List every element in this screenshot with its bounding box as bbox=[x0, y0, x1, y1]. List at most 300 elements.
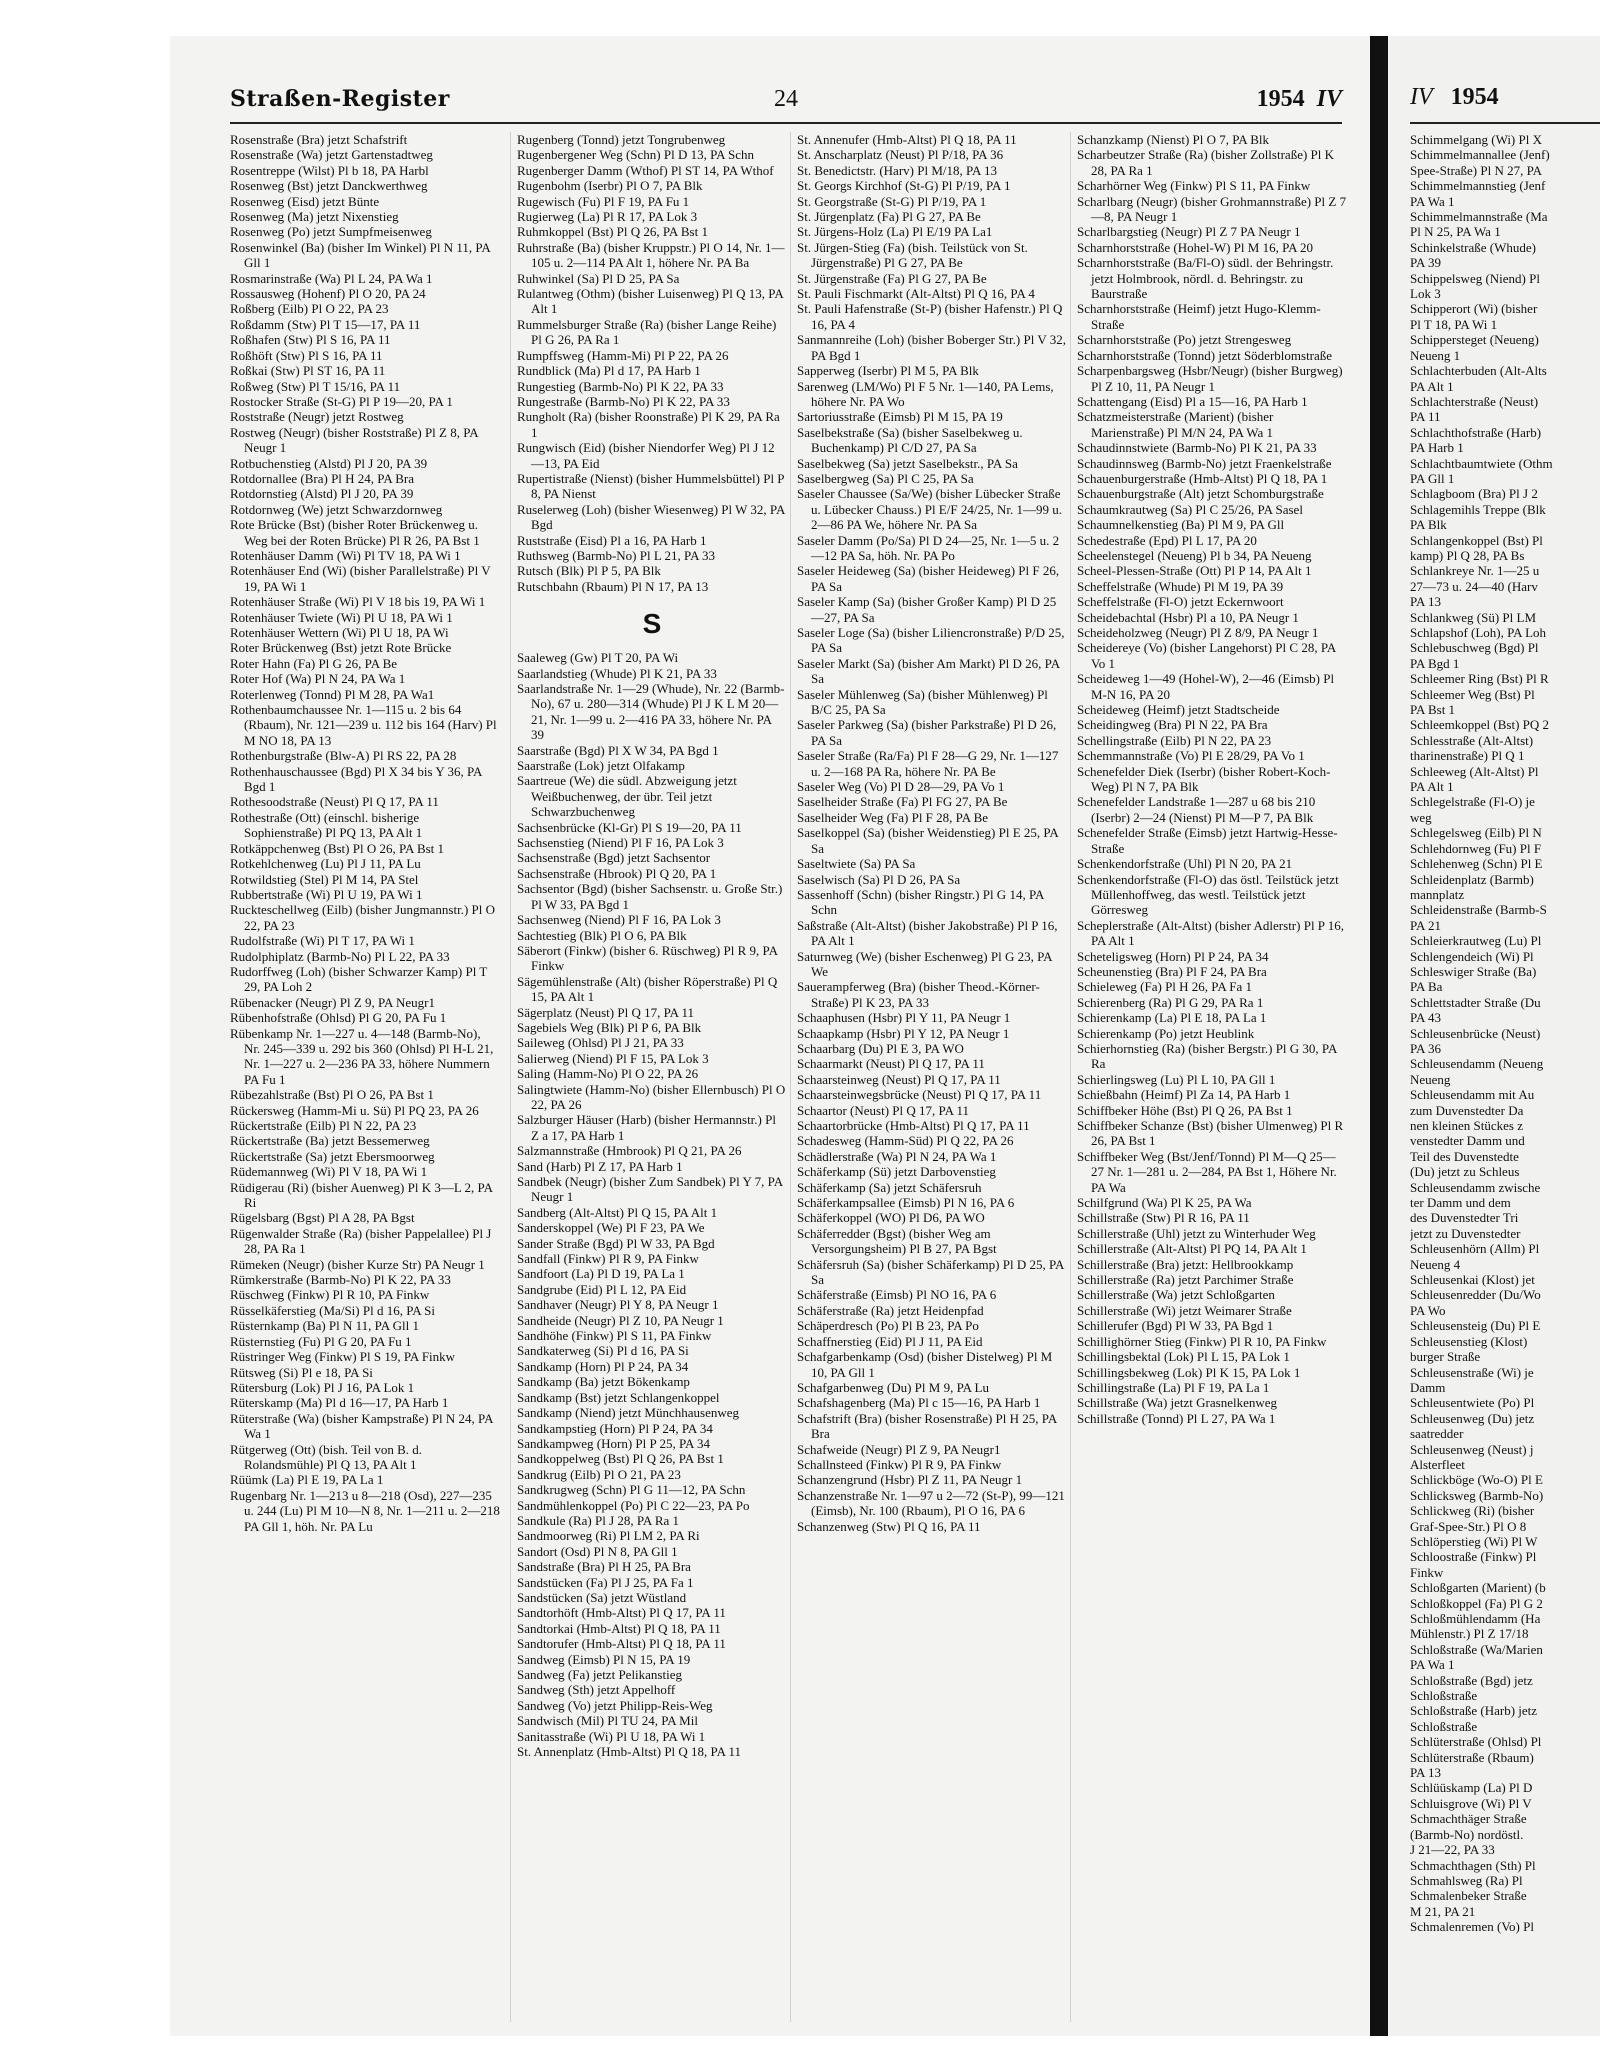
register-entry: Scharnhorststraße (Heimf) jetzt Hugo-Klemm-Straße bbox=[1077, 301, 1321, 332]
register-entry: Schenefelder Landstraße 1—287 u 68 bis 210 (Iserbr) 2—24 (Nienst) Pl M—P 7, PA Blk bbox=[1077, 794, 1316, 825]
register-entry: Ruthsweg (Barmb-No) Pl L 21, PA 33 bbox=[517, 547, 716, 563]
register-entry: Schlicksweg (Barmb-No) bbox=[1410, 1487, 1544, 1503]
register-entry: Rotbuchenstieg (Alstd) Pl J 20, PA 39 bbox=[230, 455, 428, 471]
register-entry: Sandweg (Vo) jetzt Philipp-Reis-Weg bbox=[517, 1697, 713, 1713]
register-entry: Schippersteget (Neueng) bbox=[1410, 332, 1539, 348]
register-entry: Scharnhorststraße (Hohel-W) Pl M 16, PA 20 bbox=[1077, 239, 1314, 255]
register-entry: Sagebiels Weg (Blk) Pl P 6, PA Blk bbox=[517, 1019, 702, 1035]
register-entry: Sachsenweg (Niend) Pl F 16, PA Lok 3 bbox=[517, 912, 721, 928]
register-entry: Scheunenstieg (Bra) Pl F 24, PA Bra bbox=[1077, 963, 1267, 979]
register-entry: Schlegelstraße (Fl-O) je bbox=[1410, 794, 1535, 810]
register-entry: Schierenberg (Ra) Pl G 29, PA Ra 1 bbox=[1077, 994, 1264, 1010]
register-entry: Schleemer Weg (Bst) Pl bbox=[1410, 686, 1535, 702]
register-entry: Schatzmeisterstraße (Marient) (bisher Marienstraße) Pl M/N 24, PA Wa 1 bbox=[1077, 409, 1274, 440]
register-entry: Rudorffweg (Loh) (bisher Schwarzer Kamp) Pl T 29, PA Loh 2 bbox=[230, 963, 488, 995]
register-entry: Ruselerweg (Loh) (bisher Wiesenweg) Pl W 32, PA Bgd bbox=[517, 501, 785, 533]
register-entry: Rübenhofstraße (Ohlsd) Pl G 20, PA Fu 1 bbox=[230, 1010, 447, 1026]
register-entry: Schafstrift (Bra) (bisher Rosenstraße) Pl H 25, PA Bra bbox=[797, 1410, 1057, 1442]
register-entry: Schallnsteed (Finkw) Pl R 9, PA Finkw bbox=[797, 1456, 1002, 1472]
register-entry: Schäferkoppel (WO) Pl D6, PA WO bbox=[797, 1210, 985, 1226]
register-entry: Scharlbarg (Neugr) (bisher Grohmannstraße) Pl Z 7—8, PA Neugr 1 bbox=[1077, 193, 1347, 225]
register-entry: zum Duvenstedter Da bbox=[1410, 1102, 1524, 1118]
register-entry: Schleusendamm zwische bbox=[1410, 1179, 1541, 1195]
register-entry: Schmachthäger Straße bbox=[1410, 1811, 1527, 1827]
register-entry: M 21, PA 21 bbox=[1410, 1903, 1476, 1919]
register-entry: Schlegelsweg (Eilb) Pl N bbox=[1410, 825, 1542, 841]
register-entry: PA Alt 1 bbox=[1410, 779, 1454, 795]
register-entry: Schillighörner Stieg (Finkw) Pl R 10, PA Finkw bbox=[1077, 1333, 1327, 1349]
register-entry: Sassenhoff (Schn) (bisher Ringstr.) Pl G 14, PA Schn bbox=[797, 886, 1044, 918]
register-entry: Rütgerweg (Ott) (bish. Teil von B. d. Rolandsmühle) Pl Q 13, PA Alt 1 bbox=[230, 1441, 423, 1472]
register-entry: Saseler Chaussee (Sa/We) (bisher Lübecker Straße u. Lübecker Chauss.) Pl E/F 24/25, Nr. 1—99 u. 2—86 PA We, höhere Nr. PA Sa bbox=[797, 486, 1062, 533]
register-entry: Schlickböge (Wo-O) Pl E bbox=[1410, 1472, 1543, 1488]
year: 1954 bbox=[1256, 86, 1305, 112]
register-entry: Saselbekweg (Sa) jetzt Saselbekstr., PA Sa bbox=[797, 455, 1018, 471]
register-entry: Saseler Loge (Sa) (bisher Liliencronstraße) P/D 25, PA Sa bbox=[797, 625, 1065, 656]
register-entry: St. Pauli Fischmarkt (Alt-Altst) Pl Q 16, PA 4 bbox=[797, 286, 1035, 302]
page-gutter bbox=[1370, 36, 1388, 2036]
register-entry: St. Pauli Hafenstraße (St-P) (bisher Hafenstr.) Pl Q 16, PA 4 bbox=[797, 301, 1063, 332]
register-entry: tharinenstraße) Pl Q 1 bbox=[1410, 748, 1525, 764]
register-entry: Schlachterstraße (Neust) bbox=[1410, 393, 1539, 409]
register-entry: Sachsenstraße (Bgd) jetzt Sachsentor bbox=[517, 850, 711, 866]
register-entry: St. Annenufer (Hmb-Altst) Pl Q 18, PA 11 bbox=[797, 132, 1017, 147]
register-entry: Scharhörner Weg (Finkw) Pl S 11, PA Finkw bbox=[1077, 178, 1311, 194]
register-entry: Schanzenstraße Nr. 1—97 u 2—72 (St-P), 99—121 (Eimsb), Nr. 100 (Rbaum), Pl O 16, PA 6 bbox=[797, 1487, 1065, 1519]
register-entry: Schierenkamp (Po) jetzt Heublink bbox=[1077, 1025, 1255, 1041]
register-entry: Rüdemannweg (Wi) Pl V 18, PA Wi 1 bbox=[230, 1164, 428, 1180]
register-entry: Schlebuschweg (Bgd) Pl bbox=[1410, 640, 1539, 656]
register-entry: Scharbeutzer Straße (Ra) (bisher Zollstraße) Pl K 28, PA Ra 1 bbox=[1077, 147, 1335, 178]
register-entry: Schleidenstraße (Barmb-S bbox=[1410, 902, 1547, 918]
register-entry: St. Jürgenstraße (Fa) Pl G 27, PA Be bbox=[797, 270, 987, 286]
register-entry: Ruhrstraße (Ba) (bisher Kruppstr.) Pl O 14, Nr. 1—105 u. 2—114 PA Alt 1, höhere Nr. PA Ba bbox=[517, 239, 785, 271]
register-entry: Ruststraße (Eisd) Pl a 16, PA Harb 1 bbox=[517, 532, 707, 548]
register-entry: Scheelenstegel (Neueng) Pl b 34, PA Neueng bbox=[1077, 547, 1312, 563]
register-entry: Schloßstraße bbox=[1410, 1688, 1478, 1704]
register-entry: Säberort (Finkw) (bisher 6. Rüschweg) Pl R 9, PA Finkw bbox=[517, 942, 778, 974]
register-entry: Rügenwalder Straße (Ra) (bisher Pappelallee) Pl J 28, PA Ra 1 bbox=[230, 1225, 492, 1257]
register-entry: Schlachthofstraße (Harb) bbox=[1410, 424, 1542, 440]
register-entry: Schimmelgang (Wi) Pl X bbox=[1410, 132, 1542, 147]
register-entry: Sandkrug (Eilb) Pl O 21, PA 23 bbox=[517, 1466, 681, 1482]
register-entry: Salzburger Häuser (Harb) (bisher Hermannstr.) Pl Z a 17, PA Harb 1 bbox=[517, 1112, 776, 1143]
register-entry: venstedter Damm und bbox=[1410, 1133, 1525, 1149]
register-entry: Schenefelder Diek (Iserbr) (bisher Robert-Koch-Weg) Pl N 7, PA Blk bbox=[1077, 763, 1331, 795]
register-entry: Lok 3 bbox=[1410, 286, 1441, 302]
register-entry: Scheffelstraße (Whude) Pl M 19, PA 39 bbox=[1077, 578, 1284, 594]
register-entry: Rothenbaumchaussee Nr. 1—115 u. 2 bis 64 (Rbaum), Nr. 121—239 u. 112 bis 164 (Harv) Pl M NO 18, PA 13 bbox=[230, 702, 497, 748]
register-entry: Schäferstraße (Eimsb) Pl NO 16, PA 6 bbox=[797, 1287, 997, 1303]
register-entry: Sandtorhöft (Hmb-Altst) Pl Q 17, PA 11 bbox=[517, 1605, 726, 1621]
register-entry: jetzt zu Duvenstedter bbox=[1410, 1225, 1521, 1241]
register-entry: Rossausweg (Hohenf) Pl O 20, PA 24 bbox=[230, 286, 426, 302]
register-entry: Rüsselkäferstieg (Ma/Si) Pl d 16, PA Si bbox=[230, 1302, 436, 1318]
register-entry: Schaarsteinwegsbrücke (Neust) Pl Q 17, PA 11 bbox=[797, 1087, 1042, 1103]
register-entry: Sapperweg (Iserbr) Pl M 5, PA Blk bbox=[797, 363, 979, 379]
register-entry: Ruhmkoppel (Bst) Pl Q 26, PA Bst 1 bbox=[517, 224, 708, 240]
register-entry: kamp) Pl Q 28, PA Bs bbox=[1410, 547, 1525, 563]
page-title: Straßen-Register bbox=[230, 86, 450, 112]
register-entry: Sartoriusstraße (Eimsb) Pl M 15, PA 19 bbox=[797, 409, 1003, 425]
register-entry: Rudolphiplatz (Barmb-No) Pl L 22, PA 33 bbox=[230, 948, 450, 964]
register-entry: Roterlenweg (Tonnd) Pl M 28, PA Wa1 bbox=[230, 686, 435, 702]
register-entry: Rugenbohm (Iserbr) Pl O 7, PA Blk bbox=[517, 178, 703, 194]
register-entry: Schanzenweg (Stw) Pl Q 16, PA 11 bbox=[797, 1518, 981, 1534]
register-entry: Schießbahn (Heimf) Pl Za 14, PA Harb 1 bbox=[1077, 1087, 1291, 1103]
register-entry: Rüstringer Weg (Finkw) Pl S 19, PA Finkw bbox=[230, 1349, 456, 1365]
register-entry: Saarlandstieg (Whude) Pl K 21, PA 33 bbox=[517, 665, 717, 681]
register-entry: Teil des Duvenstedte bbox=[1410, 1148, 1519, 1164]
register-entry: Schlüüskamp (La) Pl D bbox=[1410, 1780, 1533, 1796]
register-entry: Schaffnerstieg (Eid) Pl J 11, PA Eid bbox=[797, 1333, 983, 1349]
register-entry: Schleemer Ring (Bst) Pl R bbox=[1410, 671, 1549, 687]
register-entry: Rugenberger Damm (Wthof) Pl ST 14, PA Wthof bbox=[517, 162, 774, 178]
register-entry: Schimmelmannallee (Jenf) bbox=[1410, 147, 1550, 163]
register-entry: Saarlandstraße Nr. 1—29 (Whude), Nr. 22 (Barmb-No), 67 u. 280—314 (Whude) Pl J K L M 20—21, Nr. 1—99 u. 2—416 PA 33, höhere Nr. PA 39 bbox=[517, 681, 785, 743]
register-entry: Rosenstraße (Wa) jetzt Gartenstadtweg bbox=[230, 147, 433, 163]
register-entry: PA 11 bbox=[1410, 409, 1441, 425]
register-entry: St. Annenplatz (Hmb-Altst) Pl Q 18, PA 11 bbox=[517, 1744, 742, 1760]
register-entry: Roßberg (Eilb) Pl O 22, PA 23 bbox=[230, 301, 389, 317]
register-entry: Rotdornstieg (Alstd) Pl J 20, PA 39 bbox=[230, 486, 414, 502]
register-entry: Rothenburgstraße (Blw-A) Pl RS 22, PA 28 bbox=[230, 748, 457, 764]
register-entry: Schlankweg (Sü) Pl LM bbox=[1410, 609, 1537, 625]
register-entry: Rüterskamp (Ma) Pl d 16—17, PA Harb 1 bbox=[230, 1395, 449, 1411]
register-entry: Neueng 4 bbox=[1410, 1256, 1461, 1272]
register-entry: Sand (Harb) Pl Z 17, PA Harb 1 bbox=[517, 1158, 683, 1174]
next-page-part: IV bbox=[1410, 84, 1433, 110]
register-entry: Schiffbeker Weg (Bst/Jenf/Tonnd) Pl M—Q 25—27 Nr. 1—281 u. 2—284, PA Bst 1, Höhere Nr. PA Wa bbox=[1077, 1148, 1337, 1195]
register-entry: Sachsenstieg (Niend) Pl F 16, PA Lok 3 bbox=[517, 835, 724, 851]
register-entry: Sandfall (Finkw) Pl R 9, PA Finkw bbox=[517, 1251, 699, 1267]
register-entry: St. Jürgenplatz (Fa) Pl G 27, PA Be bbox=[797, 209, 981, 225]
register-entry: Rüschweg (Finkw) Pl R 10, PA Finkw bbox=[230, 1287, 430, 1303]
register-entry: Roter Hof (Wa) Pl N 24, PA Wa 1 bbox=[230, 671, 406, 687]
register-entry: Saseler Straße (Ra/Fa) Pl F 28—G 29, Nr. 1—127 u. 2—168 PA Ra, höhere Nr. PA Be bbox=[797, 748, 1059, 779]
register-entry: Rotkehlchenweg (Lu) Pl J 11, PA Lu bbox=[230, 856, 421, 872]
register-entry: Scharpenbargsweg (Hsbr/Neugr) (bisher Burgweg) Pl Z 10, 11, PA Neugr 1 bbox=[1077, 363, 1343, 394]
register-entry: Sarenweg (LM/Wo) Pl F 5 Nr. 1—140, PA Lems, höhere Nr. PA Wo bbox=[797, 378, 1054, 409]
register-entry: Saselkoppel (Sa) (bisher Weidenstieg) Pl E 25, PA Sa bbox=[797, 825, 1059, 856]
register-entry: Schaudinnstwiete (Barmb-No) Pl K 21, PA 33 bbox=[1077, 440, 1317, 456]
register-entry: Rothesoodstraße (Neust) Pl Q 17, PA 11 bbox=[230, 794, 439, 810]
register-entry: Scharlbargstieg (Neugr) Pl Z 7 PA Neugr 1 bbox=[1077, 224, 1301, 240]
register-entry: St. Anscharplatz (Neust) Pl P/18, PA 36 bbox=[797, 147, 1004, 163]
register-entry: Schaartorbrücke (Hmb-Altst) Pl Q 17, PA 11 bbox=[797, 1118, 1030, 1133]
register-entry: Schäfersruh (Sa) (bisher Schäferkamp) Pl D 25, PA Sa bbox=[797, 1256, 1064, 1288]
register-entry: Roßweg (Stw) Pl T 15/16, PA 11 bbox=[230, 378, 401, 394]
register-entry: Schillingsbektal (Lok) Pl L 15, PA Lok 1 bbox=[1077, 1349, 1290, 1365]
register-entry: Schenefelder Straße (Eimsb) jetzt Hartwig-Hesse-Straße bbox=[1077, 825, 1338, 856]
register-entry: Rotenhäuser Wettern (Wi) Pl U 18, PA Wi bbox=[230, 625, 449, 640]
register-entry: Saselbergweg (Sa) Pl C 25, PA Sa bbox=[797, 470, 974, 486]
register-entry: Scheel-Plessen-Straße (Ott) Pl P 14, PA Alt 1 bbox=[1077, 563, 1312, 579]
register-entry: Schlapshof (Loh), PA Loh bbox=[1410, 625, 1547, 640]
register-entry: Rostocker Straße (St-G) Pl P 19—20, PA 1 bbox=[230, 393, 453, 409]
register-entry: Schloßstraße bbox=[1410, 1718, 1478, 1734]
register-entry: Rungwisch (Eid) (bisher Niendorfer Weg) Pl J 12—13, PA Eid bbox=[517, 440, 775, 471]
register-entry: Schleusensteig (Du) Pl E bbox=[1410, 1318, 1541, 1334]
register-entry: Rotenhäuser Straße (Wi) Pl V 18 bis 19, PA Wi 1 bbox=[230, 594, 486, 610]
register-entry: Schleusenbrücke (Neust) bbox=[1410, 1025, 1541, 1041]
register-entry: Rückertstraße (Sa) jetzt Ebersmoorweg bbox=[230, 1148, 435, 1164]
register-entry: Schlankreye Nr. 1—25 u bbox=[1410, 563, 1540, 579]
register-entry: Schierenkamp (La) Pl E 18, PA La 1 bbox=[1077, 1010, 1267, 1026]
register-entry: Schlehenweg (Schn) Pl E bbox=[1410, 856, 1543, 872]
register-entry: Rutsch (Blk) Pl P 5, PA Blk bbox=[517, 563, 661, 579]
register-entry: Schlüterstraße (Ohlsd) Pl bbox=[1410, 1734, 1542, 1750]
register-entry: Rüümk (La) Pl E 19, PA La 1 bbox=[230, 1472, 384, 1488]
register-entry: Sander Straße (Bgd) Pl W 33, PA Bgd bbox=[517, 1235, 715, 1251]
register-entry: St. Jürgen-Stieg (Fa) (bish. Teilstück von St. Jürgenstraße) Pl G 27, PA Be bbox=[797, 239, 1028, 271]
register-entry: Schlachterbuden (Alt-Alts bbox=[1410, 363, 1547, 379]
register-entry: Spee-Straße) Pl N 27, PA bbox=[1410, 162, 1543, 178]
register-entry: Salzmannstraße (Hmbrook) Pl Q 21, PA 26 bbox=[517, 1143, 742, 1159]
register-entry: Rümkerstraße (Barmb-No) Pl K 22, PA 33 bbox=[230, 1272, 451, 1288]
register-entry: Rückersweg (Hamm-Mi u. Sü) Pl PQ 23, PA 26 bbox=[230, 1102, 479, 1118]
register-entry: des Duvenstedter Tri bbox=[1410, 1210, 1519, 1226]
register-entry: Sandstücken (Sa) jetzt Wüstland bbox=[517, 1589, 687, 1605]
register-entry: Saßstraße (Alt-Altst) (bisher Jakobstraße) Pl P 16, PA Alt 1 bbox=[797, 917, 1058, 949]
register-entry: Schauenburgerstraße (Hmb-Altst) Pl Q 18, PA 1 bbox=[1077, 470, 1328, 486]
register-entry: PA 43 bbox=[1410, 1010, 1441, 1026]
register-entry: Schillstraße (Stw) Pl R 16, PA 11 bbox=[1077, 1210, 1250, 1226]
register-entry: Schierhornstieg (Ra) (bisher Bergstr.) Pl G 30, PA Ra bbox=[1077, 1040, 1337, 1072]
register-entry: Sanitasstraße (Wi) Pl U 18, PA Wi 1 bbox=[517, 1728, 706, 1744]
register-entry: Rückertstraße (Eilb) Pl N 22, PA 23 bbox=[230, 1118, 417, 1133]
register-entry: Rüsternstieg (Fu) Pl G 20, PA Fu 1 bbox=[230, 1333, 412, 1349]
register-entry: Schafshagenberg (Ma) Pl c 15—16, PA Harb 1 bbox=[797, 1395, 1041, 1411]
register-entry: nen kleinen Stückes z bbox=[1410, 1118, 1523, 1133]
register-entry: Sandweg (Sth) jetzt Appelhoff bbox=[517, 1682, 676, 1698]
register-columns bbox=[230, 132, 1347, 2022]
register-entry: Schlangenkoppel (Bst) Pl bbox=[1410, 532, 1543, 548]
register-entry: PA Bgd 1 bbox=[1410, 655, 1460, 671]
register-entry: Schloßkoppel (Fa) Pl G 2 bbox=[1410, 1595, 1543, 1611]
register-entry: Schlesstraße (Alt-Altst) bbox=[1410, 732, 1534, 748]
register-entry: Schleusenweg (Neust) j bbox=[1410, 1441, 1534, 1457]
register-entry: St. Georgs Kirchhof (St-G) Pl P/19, PA 1 bbox=[797, 178, 1011, 194]
register-entry: Schleswiger Straße (Ba) bbox=[1410, 963, 1537, 979]
register-entry: Roststraße (Neugr) jetzt Rostweg bbox=[230, 409, 404, 425]
register-entry: Sandkamp (Bst) jetzt Schlangenkoppel bbox=[517, 1389, 720, 1405]
register-entry: Sachsenbrücke (Kl-Gr) Pl S 19—20, PA 11 bbox=[517, 819, 742, 835]
register-entry: Rückertstraße (Ba) jetzt Bessemerweg bbox=[230, 1133, 430, 1149]
register-entry: Schloßstraße (Wa/Marien bbox=[1410, 1641, 1543, 1657]
register-entry: Saseler Weg (Vo) Pl D 28—29, PA Vo 1 bbox=[797, 779, 1005, 795]
register-entry: Rügelsbarg (Bgst) Pl A 28, PA Bgst bbox=[230, 1210, 415, 1226]
register-entry: Rütersburg (Lok) Pl J 16, PA Lok 1 bbox=[230, 1379, 415, 1395]
next-page bbox=[1388, 36, 1600, 2036]
register-entry: Schloßstraße (Bgd) jetz bbox=[1410, 1672, 1533, 1688]
register-entry: Schedestraße (Epd) Pl L 17, PA 20 bbox=[1077, 532, 1257, 548]
register-entry: Saseler Markt (Sa) (bisher Am Markt) Pl D 26, PA Sa bbox=[797, 655, 1060, 687]
next-page-column bbox=[1410, 132, 1600, 2022]
register-entry: Saseler Kamp (Sa) (bisher Großer Kamp) Pl D 25—27, PA Sa bbox=[797, 594, 1057, 625]
column-1 bbox=[230, 132, 500, 2022]
register-entry: (Barmb-No) nordöstl. bbox=[1410, 1826, 1524, 1842]
register-entry: (Du) jetzt zu Schleus bbox=[1410, 1164, 1520, 1180]
page-header bbox=[230, 84, 1342, 124]
register-entry: Rütsweg (Si) Pl e 18, PA Si bbox=[230, 1364, 373, 1380]
register-entry: Rotenhäuser Damm (Wi) Pl TV 18, PA Wi 1 bbox=[230, 547, 461, 563]
next-page-year: 1954 bbox=[1450, 84, 1499, 110]
register-entry: Schleierkrautweg (Lu) Pl bbox=[1410, 933, 1542, 949]
register-entry: Rugenbarg Nr. 1—213 u 8—218 (Osd), 227—235 u. 244 (Lu) Pl M 10—N 8, Nr. 1—211 u. 2—218 PA Gll 1, höh. Nr. PA Lu bbox=[230, 1487, 500, 1534]
register-entry: Scheidingweg (Bra) Pl N 22, PA Bra bbox=[1077, 717, 1268, 733]
register-entry: Rotkäppchenweg (Bst) Pl O 26, PA Bst 1 bbox=[230, 840, 445, 856]
register-entry: Saselbekstraße (Sa) (bisher Saselbekweg u. Buchenkamp) Pl C/D 27, PA Sa bbox=[797, 424, 1023, 456]
register-entry: Sandgrube (Eid) Pl L 12, PA Eid bbox=[517, 1281, 687, 1297]
register-entry: Schaudinnsweg (Barmb-No) jetzt Fraenkelstraße bbox=[1077, 455, 1332, 471]
register-entry: Rotenhäuser Twiete (Wi) Pl U 18, PA Wi 1 bbox=[230, 609, 453, 625]
register-entry: Schäferredder (Bgst) (bisher Weg am Versorgungsheim) Pl B 27, PA Bgst bbox=[797, 1225, 997, 1257]
register-entry: Roßhöft (Stw) Pl S 16, PA 11 bbox=[230, 347, 383, 363]
register-entry: Saarstraße (Lok) jetzt Olfakamp bbox=[517, 758, 685, 774]
register-entry: Rotdornweg (We) jetzt Schwarzdornweg bbox=[230, 501, 443, 517]
register-entry: Schleusenstraße (Wi) je bbox=[1410, 1364, 1534, 1380]
register-entry: Rothenhauschaussee (Bgd) Pl X 34 bis Y 36, PA Bgd 1 bbox=[230, 763, 482, 795]
register-entry: Schleusenweg (Du) jetz bbox=[1410, 1410, 1535, 1426]
register-entry: PA Alt 1 bbox=[1410, 378, 1454, 394]
register-entry: Rübenkamp Nr. 1—227 u. 4—148 (Barmb-No), Nr. 245—339 u. 292 bis 360 (Ohlsd) Pl H-L 21, Nr. 1—227 u. 2—236 PA 33, höhere Nummern PA Fu 1 bbox=[230, 1025, 494, 1087]
register-entry: Schlüterstraße (Rbaum) bbox=[1410, 1749, 1534, 1765]
register-entry: Saling (Hamm-No) Pl O 22, PA 26 bbox=[517, 1066, 699, 1082]
register-entry: Schloßstraße (Harb) jetz bbox=[1410, 1703, 1538, 1719]
register-entry: Rote Brücke (Bst) (bisher Roter Brückenweg u. Weg bei der Roten Brücke) Pl R 26, PA Bst 1 bbox=[230, 517, 480, 548]
register-entry: Rosenweg (Eisd) jetzt Bünte bbox=[230, 193, 380, 209]
register-entry: Schädlerstraße (Wa) Pl N 24, PA Wa 1 bbox=[797, 1148, 997, 1164]
register-entry: Sandweg (Fa) jetzt Pelikanstieg bbox=[517, 1667, 682, 1682]
register-entry: Schilfgrund (Wa) Pl K 25, PA Wa bbox=[1077, 1195, 1252, 1211]
register-entry: Schleusenstieg (Klost) bbox=[1410, 1333, 1528, 1349]
register-entry: Scheideweg (Heimf) jetzt Stadtscheide bbox=[1077, 702, 1280, 718]
register-entry: Schloostraße (Finkw) Pl bbox=[1410, 1549, 1537, 1565]
register-entry: PA 21 bbox=[1410, 917, 1441, 933]
register-entry: Saseler Heideweg (Sa) (bisher Heideweg) Pl F 26, PA Sa bbox=[797, 563, 1060, 594]
register-entry: Schluisgrove (Wi) Pl V bbox=[1410, 1795, 1532, 1811]
scanner-margin bbox=[0, 0, 170, 2072]
register-entry: burger Straße bbox=[1410, 1349, 1481, 1365]
register-entry: Rosmarinstraße (Wa) Pl L 24, PA Wa 1 bbox=[230, 270, 433, 286]
register-entry: Pl T 18, PA Wi 1 bbox=[1410, 316, 1498, 332]
register-entry: Rüterstraße (Wa) (bisher Kampstraße) Pl N 24, PA Wa 1 bbox=[230, 1410, 493, 1442]
register-entry: Sägerplatz (Neust) Pl Q 17, PA 11 bbox=[517, 1004, 695, 1020]
register-entry: Sauerampferweg (Bra) (bisher Theod.-Körner-Straße) Pl K 23, PA 33 bbox=[797, 979, 1040, 1010]
register-entry: Saturnweg (We) (bisher Eschenweg) Pl G 23, PA We bbox=[797, 948, 1052, 979]
register-entry: Schäferkamp (Sa) jetzt Schäfersruh bbox=[797, 1179, 982, 1195]
register-entry: Sandkamp (Ba) jetzt Bökenkamp bbox=[517, 1374, 690, 1390]
register-entry: Rosenweg (Bst) jetzt Danckwerthweg bbox=[230, 178, 428, 194]
register-entry: Schlachtbaumtwiete (Othm bbox=[1410, 455, 1553, 471]
register-entry: Schlöperstieg (Wi) Pl W bbox=[1410, 1533, 1538, 1549]
register-entry: Schlehdornweg (Fu) Pl F bbox=[1410, 840, 1542, 856]
register-entry: Schipperort (Wi) (bisher bbox=[1410, 301, 1538, 317]
register-entry: Sandwisch (Mil) Pl TU 24, PA Mil bbox=[517, 1713, 698, 1729]
register-entry: Schloßgarten (Marient) (b bbox=[1410, 1580, 1546, 1596]
register-entry: Rugenbergener Weg (Schn) Pl D 13, PA Schn bbox=[517, 147, 755, 163]
register-entry: Rosenweg (Ma) jetzt Nixenstieg bbox=[230, 209, 399, 225]
register-entry: Sandberg (Alt-Altst) Pl Q 15, PA Alt 1 bbox=[517, 1204, 718, 1220]
register-entry: Schaumkrautweg (Sa) Pl C 25/26, PA Sasel bbox=[1077, 501, 1303, 517]
register-entry: 27—73 u. 24—40 (Harv bbox=[1410, 578, 1538, 594]
register-entry: Scheplerstraße (Alt-Altst) (bisher Adlerstr) Pl P 16, PA Alt 1 bbox=[1077, 917, 1345, 949]
register-entry: Scheideweg 1—49 (Hohel-W), 2—46 (Eimsb) Pl M-N 16, PA 20 bbox=[1077, 671, 1335, 702]
register-entry: Schmahlsweg (Ra) Pl bbox=[1410, 1872, 1523, 1888]
register-entry: Schauenburgstraße (Alt) jetzt Schomburgstraße bbox=[1077, 486, 1324, 502]
register-entry: Schillstraße (Tonnd) Pl L 27, PA Wa 1 bbox=[1077, 1410, 1276, 1426]
register-entry: PA Gll 1 bbox=[1410, 470, 1455, 486]
register-entry: Sanmannreihe (Loh) (bisher Boberger Str.) Pl V 32, PA Bgd 1 bbox=[797, 332, 1066, 363]
register-entry: Schillerstraße (Uhl) jetzt zu Winterhuder Weg bbox=[1077, 1225, 1316, 1241]
register-entry: Schäferkampsallee (Eimsb) Pl N 16, PA 6 bbox=[797, 1195, 1015, 1211]
register-entry: Schenkendorfstraße (Fl-O) das östl. Teilstück jetzt Müllenhoffweg, das westl. Teilstück jetzt Görresweg bbox=[1077, 871, 1339, 918]
register-entry: Scheidebachtal (Hsbr) Pl a 10, PA Neugr 1 bbox=[1077, 609, 1299, 625]
next-page-header bbox=[1410, 84, 1600, 124]
register-entry: Rutschbahn (Rbaum) Pl N 17, PA 13 bbox=[517, 578, 709, 594]
register-entry: Saseler Mühlenweg (Sa) (bisher Mühlenweg) Pl B/C 25, PA Sa bbox=[797, 686, 1048, 718]
year-part bbox=[1257, 86, 1342, 113]
register-entry: Rüsternkamp (Ba) Pl N 11, PA Gll 1 bbox=[230, 1318, 419, 1334]
section-letter: S bbox=[642, 608, 662, 640]
register-entry: Sandmoorweg (Ri) Pl LM 2, PA Ri bbox=[517, 1528, 700, 1544]
register-entry: Sandtorufer (Hmb-Altst) Pl Q 18, PA 11 bbox=[517, 1636, 726, 1652]
register-entry: Saselheider Straße (Fa) Pl FG 27, PA Be bbox=[797, 794, 1008, 810]
register-entry: J 21—22, PA 33 bbox=[1410, 1842, 1495, 1858]
register-entry: Schloßmühlendamm (Ha bbox=[1410, 1611, 1541, 1626]
register-entry: Schleusenhörn (Allm) Pl bbox=[1410, 1241, 1540, 1257]
register-entry: Rundblick (Ma) Pl d 17, PA Harb 1 bbox=[517, 363, 701, 379]
register-entry: Sachsenstraße (Hbrook) Pl Q 20, PA 1 bbox=[517, 865, 717, 881]
register-entry: Sandtorkai (Hmb-Altst) Pl Q 18, PA 11 bbox=[517, 1620, 721, 1636]
register-entry: Schleusentwiete (Po) Pl bbox=[1410, 1395, 1535, 1411]
register-entry: Schillstraße (Wa) jetzt Grasnelkenweg bbox=[1077, 1395, 1278, 1411]
register-entry: Roßdamm (Stw) Pl T 15—17, PA 11 bbox=[230, 316, 421, 332]
register-entry: Salingtwiete (Hamm-No) (bisher Ellernbusch) Pl O 22, PA 26 bbox=[517, 1081, 786, 1112]
register-entry: Schillerstraße (Bra) jetzt: Hellbrookkamp bbox=[1077, 1256, 1294, 1272]
register-entry: Schillingstraße (La) Pl F 19, PA La 1 bbox=[1077, 1379, 1270, 1395]
register-entry: Schanzkamp (Nienst) Pl O 7, PA Blk bbox=[1077, 132, 1269, 147]
register-entry: Rotdornallee (Bra) Pl H 24, PA Bra bbox=[230, 470, 415, 486]
register-entry: Schinkelstraße (Whude) bbox=[1410, 239, 1536, 255]
register-entry: Rosentreppe (Wilst) Pl b 18, PA Harbl bbox=[230, 162, 429, 178]
register-entry: mannplatz bbox=[1410, 886, 1465, 902]
register-entry: Schmalenremen (Vo) Pl bbox=[1410, 1919, 1534, 1935]
register-entry: Sandhöhe (Finkw) Pl S 11, PA Finkw bbox=[517, 1328, 712, 1344]
register-entry: Schillerufer (Bgd) Pl W 33, PA Bgd 1 bbox=[1077, 1318, 1274, 1334]
register-entry: Graf-Spee-Str.) Pl O 8 bbox=[1410, 1518, 1527, 1534]
register-entry: Rostweg (Neugr) (bisher Roststraße) Pl Z 8, PA Neugr 1 bbox=[230, 424, 478, 456]
register-entry: Rungestraße (Barmb-No) Pl K 22, PA 33 bbox=[517, 393, 730, 409]
register-entry: Schmachthagen (Sth) Pl bbox=[1410, 1857, 1536, 1873]
register-entry: Rugenberg (Tonnd) jetzt Tongrubenweg bbox=[517, 132, 726, 147]
register-entry: Roßhafen (Stw) Pl S 16, PA 11 bbox=[230, 332, 391, 348]
register-entry: Schiffbeker Schanze (Bst) (bisher Ulmenweg) Pl R 26, PA Bst 1 bbox=[1077, 1118, 1344, 1149]
register-entry: Neueng bbox=[1410, 1071, 1451, 1087]
register-entry: Schäferkamp (Sü) jetzt Darbovenstieg bbox=[797, 1164, 996, 1180]
register-entry: Schillingsbekweg (Lok) Pl K 15, PA Lok 1 bbox=[1077, 1364, 1301, 1380]
register-entry: Damm bbox=[1410, 1379, 1446, 1395]
register-entry: saatredder bbox=[1410, 1426, 1464, 1442]
register-entry: Schiffbeker Höhe (Bst) Pl Q 26, PA Bst 1 bbox=[1077, 1102, 1293, 1118]
register-entry: Ruckteschellweg (Eilb) (bisher Jungmannstr.) Pl O 22, PA 23 bbox=[230, 902, 496, 933]
register-entry: Rotwildstieg (Stel) Pl M 14, PA Stel bbox=[230, 871, 419, 887]
register-entry: Schleusendamm mit Au bbox=[1410, 1087, 1535, 1103]
register-entry: Schillerstraße (Alt-Altst) Pl PQ 14, PA Alt 1 bbox=[1077, 1241, 1307, 1257]
register-entry: Schmalenbeker Straße bbox=[1410, 1888, 1527, 1904]
register-entry: Schierlingsweg (Lu) Pl L 10, PA Gll 1 bbox=[1077, 1071, 1276, 1087]
